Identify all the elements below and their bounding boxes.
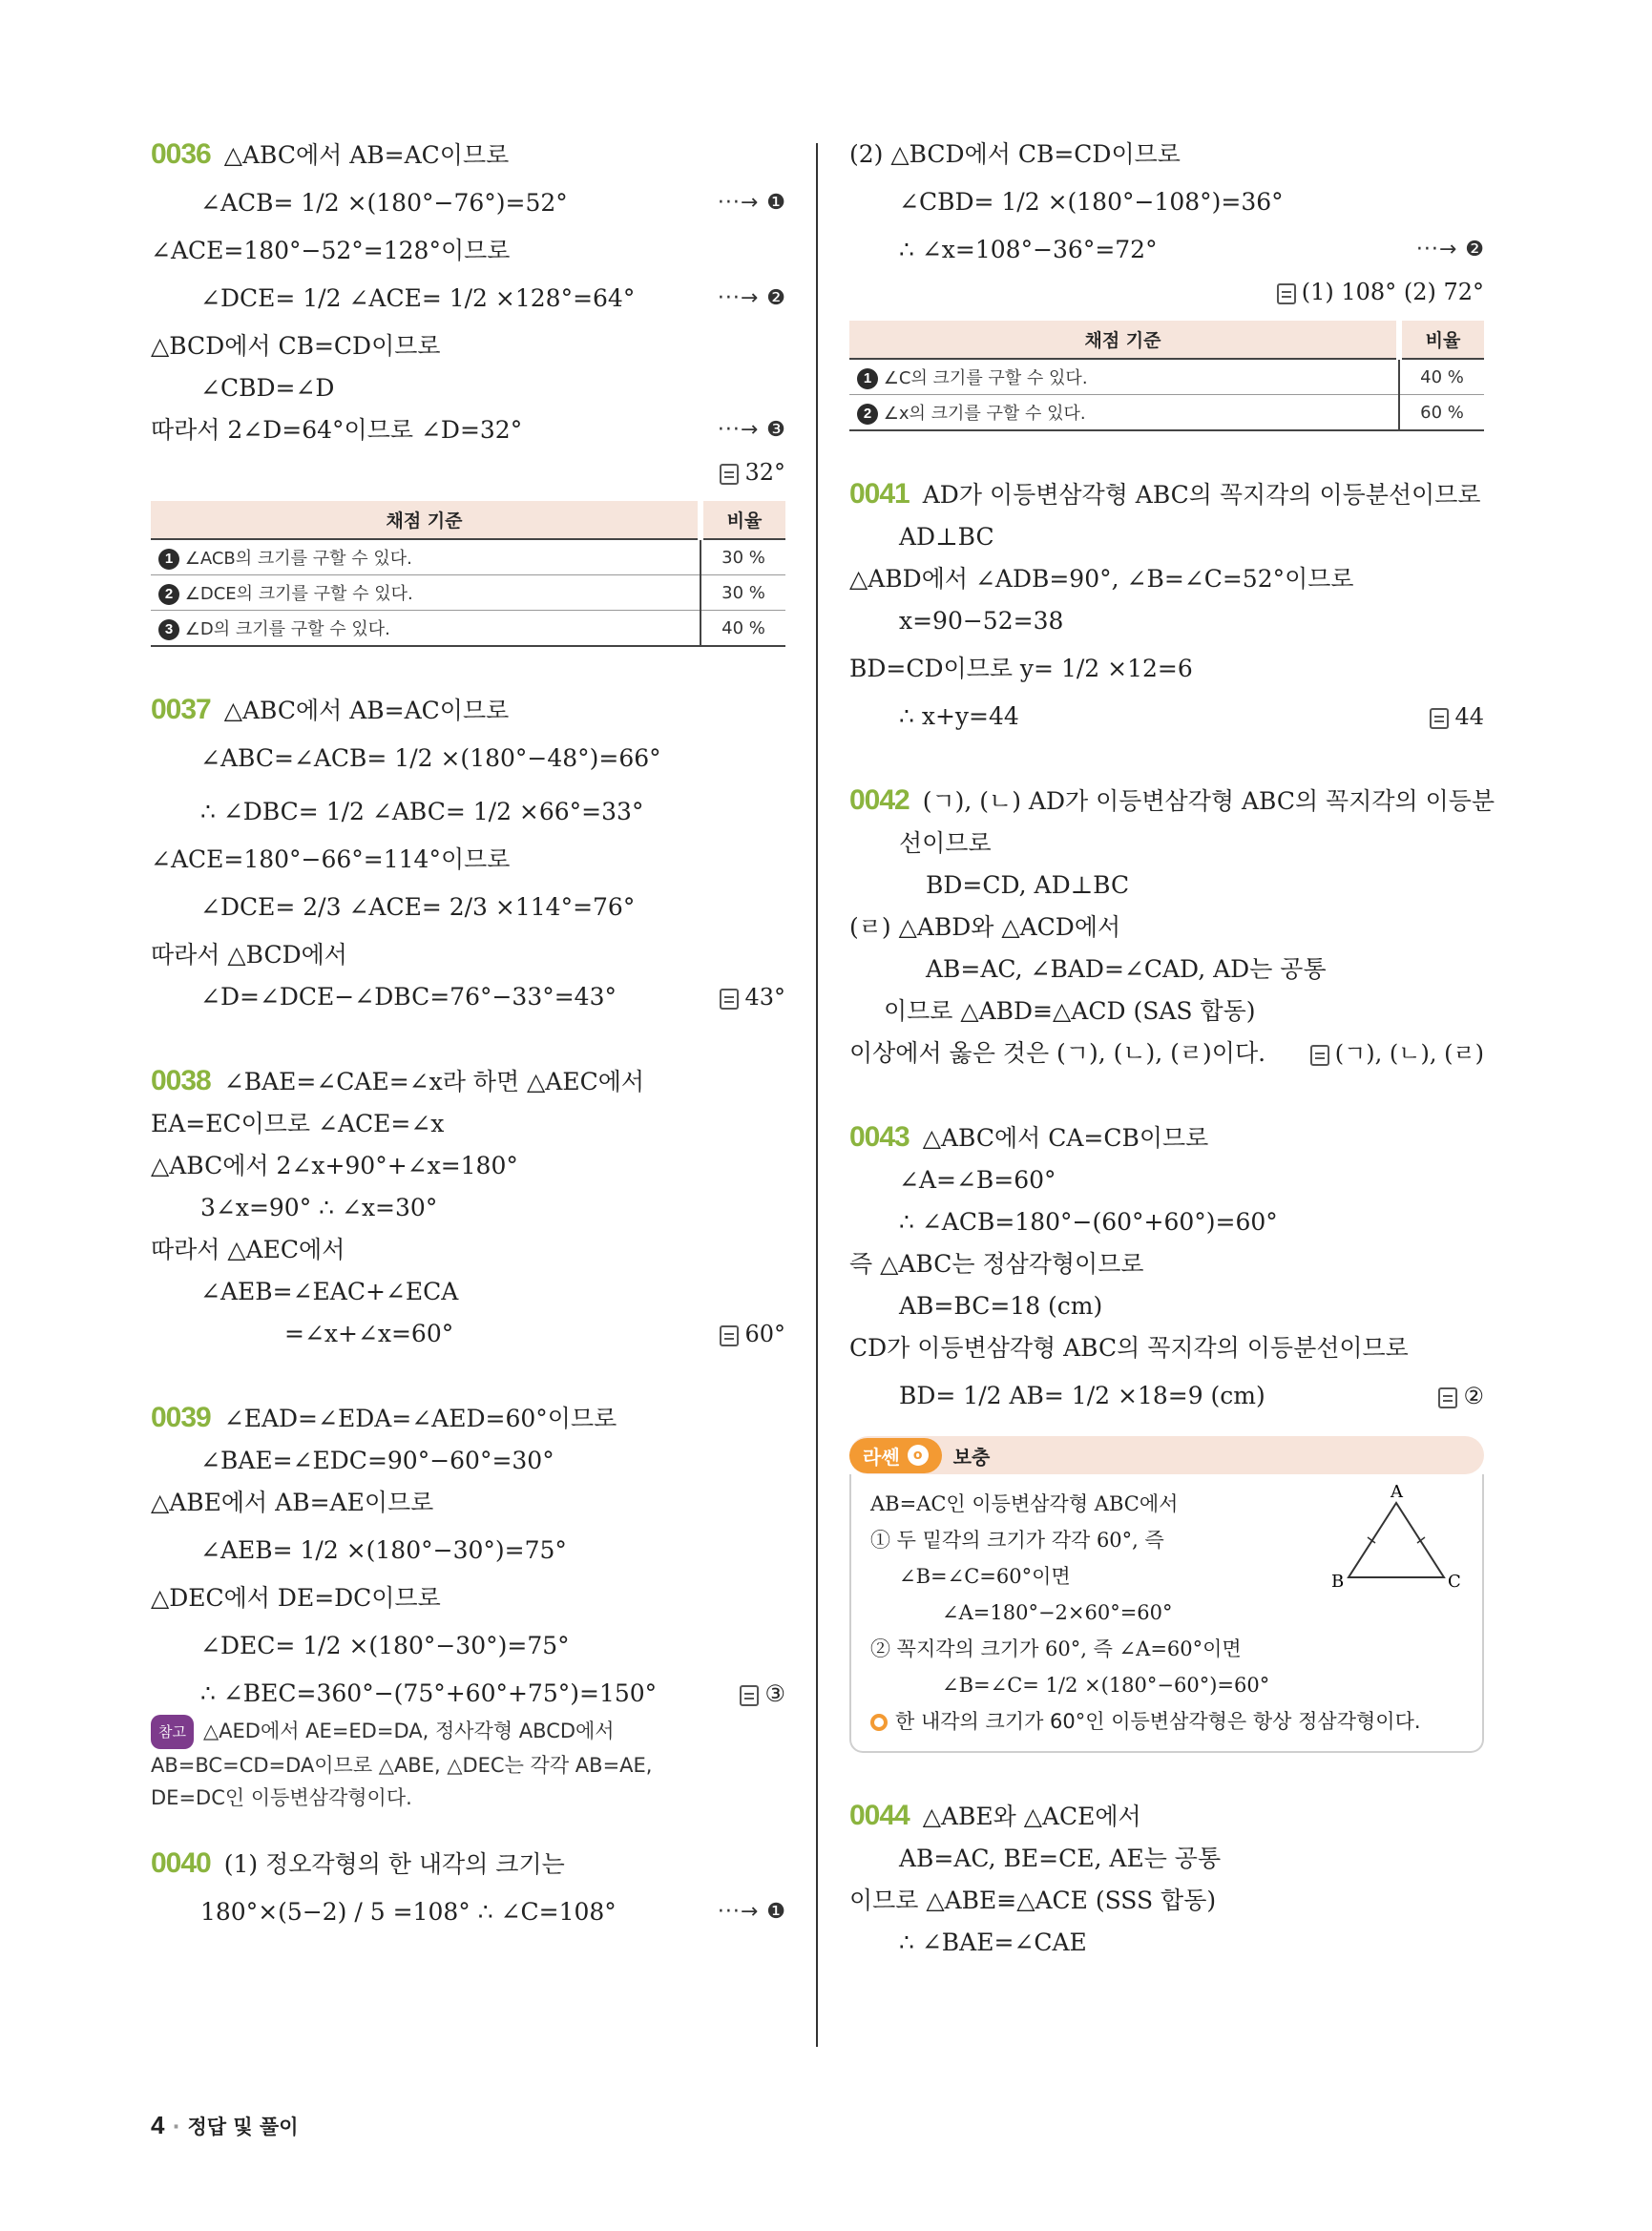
problem-number: 0041: [849, 478, 910, 510]
problem-number: 0043: [849, 1121, 910, 1153]
solution-line: ∠DEC= 1/2 ×(180°−30°)=75°: [200, 1632, 570, 1659]
solution-line: △ABC에서 CA=CB이므로: [922, 1124, 1209, 1152]
vertex-a-label: A: [1391, 1482, 1403, 1502]
answer: (ㄱ), (ㄴ), (ㄹ): [1310, 1032, 1484, 1074]
box-line: ∠B=∠C=60°이면: [899, 1565, 1071, 1588]
answer: (1) 108° (2) 72°: [1277, 279, 1484, 305]
tag-o-icon: o: [908, 1445, 929, 1466]
answer-icon: [1310, 1045, 1329, 1066]
solution-line: AB=AC, BE=CE, AE는 공통: [899, 1845, 1222, 1872]
solution-line: △BCD에서 CB=CD이므로: [151, 332, 441, 360]
solution-line: △ABC에서 AB=AC이므로: [223, 141, 510, 169]
solution-line: 따라서 △AEC에서: [151, 1236, 345, 1263]
solution-line: ∴ x+y=44: [899, 702, 1019, 730]
step-marker: ···→ ❷: [1415, 238, 1484, 261]
note-line: △AED에서 AE=ED=DA, 정사각형 ABCD에서: [202, 1720, 615, 1742]
problem-0044: [849, 1795, 1484, 1964]
solution-line: 이상에서 옳은 것은 (ㄱ), (ㄴ), (ㄹ)이다.: [849, 1039, 1266, 1067]
solution-line: 180°×(5−2) / 5 =108° ∴ ∠C=108°: [200, 1898, 617, 1926]
solution-line: AB=AC, ∠BAD=∠CAD, AD는 공통: [926, 955, 1327, 983]
page-footer: 4 · 정답 및 풀이: [151, 2111, 299, 2139]
solution-line: x=90−52=38: [899, 607, 1064, 635]
solution-line: ∴ ∠DBC= 1/2 ∠ABC= 1/2 ×66°=33°: [200, 798, 644, 825]
solution-line: BD=CD, AD⊥BC: [926, 871, 1130, 899]
problem-number: 0036: [151, 138, 211, 170]
solution-line: ∴ ∠BAE=∠CAE: [899, 1929, 1087, 1956]
solution-line: △ABD에서 ∠ADB=90°, ∠B=∠C=52°이므로: [849, 565, 1354, 593]
answer: 44: [1430, 696, 1484, 738]
problem-0040-part2: [849, 134, 1484, 431]
answer: ②: [1438, 1369, 1484, 1423]
step-number-icon: 2: [158, 584, 179, 605]
criteria-text: ∠C의 크기를 구할 수 있다.: [883, 368, 1088, 388]
solution-line: ∠BAE=∠CAE=∠x라 하면 △AEC에서: [223, 1068, 644, 1095]
vertex-c-label: C: [1448, 1572, 1461, 1592]
step-number-icon: 1: [857, 368, 878, 389]
answer: 60°: [720, 1313, 785, 1355]
step-number-icon: 1: [158, 549, 179, 570]
solution-line: ∠CBD=∠D: [200, 374, 335, 402]
solution-line: ∠DCE= 2/3 ∠ACE= 2/3 ×114°=76°: [200, 893, 636, 921]
supplement-title: 보충: [952, 1445, 991, 1469]
criteria-text: ∠x의 크기를 구할 수 있다.: [883, 404, 1086, 424]
solution-line: BD= 1/2 AB= 1/2 ×18=9 (cm): [899, 1382, 1265, 1409]
solution-line: AB=BC=18 (cm): [899, 1292, 1103, 1320]
solution-line: =∠x+∠x=60°: [284, 1320, 454, 1347]
solution-line: 따라서 2∠D=64°이므로 ∠D=32°: [151, 416, 523, 444]
solution-line: △DEC에서 DE=DC이므로: [151, 1584, 441, 1612]
solution-line: 3∠x=90° ∴ ∠x=30°: [200, 1194, 438, 1221]
left-column: [151, 134, 785, 1981]
problem-0038: [151, 1060, 785, 1355]
solution-line: ∠ACB= 1/2 ×(180°−76°)=52°: [200, 189, 568, 217]
solution-line: 따라서 △BCD에서: [151, 941, 347, 969]
solution-line: (2) △BCD에서 CB=CD이므로: [849, 140, 1181, 168]
supplement-tag: 라쎈 o: [849, 1438, 942, 1473]
step-number-icon: 2: [857, 404, 878, 425]
problem-0043: [849, 1116, 1484, 1423]
solution-line: (1) 정오각형의 한 내각의 크기는: [223, 1850, 565, 1878]
table-row: [849, 395, 1484, 431]
table-header-criteria: 채점 기준: [151, 501, 701, 539]
solution-line: BD=CD이므로 y= 1/2 ×12=6: [849, 655, 1193, 682]
problem-number: 0038: [151, 1065, 211, 1096]
column-divider: [816, 143, 818, 2047]
supplement-header: [849, 1436, 1484, 1474]
box-tip: 한 내각의 크기가 60°인 이등변삼각형은 항상 정삼각형이다.: [870, 1703, 1463, 1740]
solution-line: ∠ABC=∠ACB= 1/2 ×(180°−48°)=66°: [200, 744, 661, 772]
scoring-table: [849, 321, 1484, 431]
ratio-cell: 60 %: [1399, 395, 1484, 431]
supplement-body: [849, 1474, 1484, 1753]
table-header-ratio: 비율: [701, 501, 785, 539]
solution-line: EA=EC이므로 ∠ACE=∠x: [151, 1110, 445, 1137]
box-line: ∠A=180°−2×60°=60°: [942, 1601, 1173, 1624]
answer: 32°: [720, 459, 785, 486]
equilateral-triangle-figure: [1329, 1482, 1463, 1606]
solution-line: AD⊥BC: [899, 523, 994, 551]
solution-line: △ABC에서 2∠x+90°+∠x=180°: [151, 1152, 518, 1179]
ratio-cell: 40 %: [701, 611, 785, 647]
supplement-box: [849, 1436, 1484, 1753]
step-number-icon: 3: [158, 619, 179, 640]
table-row: [849, 359, 1484, 395]
table-header-criteria: 채점 기준: [849, 321, 1399, 359]
solution-line: ∠ACE=180°−66°=114°이므로: [151, 845, 511, 873]
solution-line: 이므로 △ABE≡△ACE (SSS 합동): [849, 1887, 1217, 1914]
solution-line: △ABC에서 AB=AC이므로: [223, 697, 510, 724]
solution-line: 이므로 △ABD≡△ACD (SAS 합동): [884, 997, 1256, 1025]
problem-0036: [151, 134, 785, 647]
triangle-shape: [1349, 1503, 1444, 1577]
table-row: [151, 575, 785, 611]
criteria-text: ∠D의 크기를 구할 수 있다.: [184, 619, 390, 639]
problem-number: 0037: [151, 694, 211, 725]
problem-0040: [151, 1843, 785, 1939]
problem-number: 0042: [849, 784, 910, 816]
answer-icon: [720, 1325, 739, 1346]
right-column: [849, 134, 1495, 2006]
solution-line: (ㄱ), (ㄴ) AD가 이등변삼각형 ABC의 꼭지각의 이등분: [922, 787, 1495, 815]
answer: 43°: [720, 976, 785, 1018]
vertex-b-label: B: [1331, 1572, 1345, 1592]
answer-icon: [1277, 283, 1296, 304]
problem-0041: [849, 473, 1484, 738]
table-row: [151, 539, 785, 575]
solution-line: ∠EAD=∠EDA=∠AED=60°이므로: [223, 1405, 617, 1432]
answer-icon: [1438, 1387, 1457, 1408]
table-header-ratio: 비율: [1399, 321, 1484, 359]
solution-line: ∴ ∠x=108°−36°=72°: [899, 236, 1158, 263]
solution-line: ∴ ∠BEC=360°−(75°+60°+75°)=150°: [200, 1679, 658, 1707]
problem-number: 0044: [849, 1800, 910, 1831]
note-line: AB=BC=CD=DA이므로 △ABE, △DEC는 각각 AB=AE,: [151, 1754, 653, 1777]
solution-line: (ㄹ) △ABD와 △ACD에서: [849, 913, 1121, 941]
problem-0039: [151, 1397, 785, 1814]
solution-line: ∠A=∠B=60°: [899, 1166, 1056, 1194]
solution-line: ∴ ∠ACB=180°−(60°+60°)=60°: [899, 1208, 1278, 1236]
answer-icon: [720, 464, 739, 485]
criteria-text: ∠DCE의 크기를 구할 수 있다.: [184, 584, 413, 604]
solution-line: ∠DCE= 1/2 ∠ACE= 1/2 ×128°=64°: [200, 284, 636, 312]
solution-line: ∠ACE=180°−52°=128°이므로: [151, 237, 511, 264]
step-marker: ···→ ❷: [717, 286, 785, 310]
problem-number: 0040: [151, 1847, 211, 1879]
tip-icon: [870, 1714, 888, 1731]
solution-line: ∠BAE=∠EDC=90°−60°=30°: [200, 1447, 554, 1474]
box-line: ① 두 밑각의 크기가 각각 60°, 즉: [870, 1529, 1164, 1552]
step-marker: ···→ ❸: [717, 418, 785, 442]
problem-number: 0039: [151, 1402, 211, 1433]
solution-line: 즉 △ABC는 정삼각형이므로: [849, 1250, 1144, 1278]
table-row: [151, 611, 785, 647]
reference-note: [151, 1715, 785, 1814]
solution-line: ∠AEB=∠EAC+∠ECA: [200, 1278, 459, 1305]
step-marker: ···→ ❶: [717, 1900, 785, 1924]
criteria-text: ∠ACB의 크기를 구할 수 있다.: [184, 549, 412, 569]
footer-title: 정답 및 풀이: [187, 2116, 299, 2138]
answer-icon: [720, 989, 739, 1010]
box-line: ② 꼭지각의 크기가 60°, 즉 ∠A=60°이면: [870, 1637, 1242, 1660]
page-number: 4: [151, 2111, 165, 2139]
ratio-cell: 40 %: [1399, 359, 1484, 395]
solution-line: △ABE에서 AB=AE이므로: [151, 1489, 434, 1516]
ratio-cell: 30 %: [701, 575, 785, 611]
solution-line: ∠AEB= 1/2 ×(180°−30°)=75°: [200, 1536, 567, 1564]
solution-line: CD가 이등변삼각형 ABC의 꼭지각의 이등분선이므로: [849, 1334, 1409, 1362]
solution-line: 선이므로: [899, 829, 992, 857]
problem-0037: [151, 689, 785, 1018]
box-line: ∠B=∠C= 1/2 ×(180°−60°)=60°: [942, 1674, 1270, 1697]
ratio-cell: 30 %: [701, 539, 785, 575]
solution-line: ∠D=∠DCE−∠DBC=76°−33°=43°: [200, 983, 617, 1011]
solution-line: △ABE와 △ACE에서: [922, 1803, 1141, 1830]
reference-badge: 참고: [151, 1715, 194, 1749]
answer: ③: [740, 1673, 785, 1715]
answer-icon: [740, 1685, 759, 1706]
problem-0042: [849, 780, 1495, 1074]
solution-line: ∠CBD= 1/2 ×(180°−108°)=36°: [899, 188, 1284, 216]
step-marker: ···→ ❶: [717, 191, 785, 215]
solution-line: AD가 이등변삼각형 ABC의 꼭지각의 이등분선이므로: [922, 481, 1481, 509]
box-line: AB=AC인 이등변삼각형 ABC에서: [870, 1492, 1179, 1515]
answer-icon: [1430, 708, 1449, 729]
note-line: DE=DC인 이등변삼각형이다.: [151, 1786, 412, 1809]
scoring-table: [151, 501, 785, 647]
